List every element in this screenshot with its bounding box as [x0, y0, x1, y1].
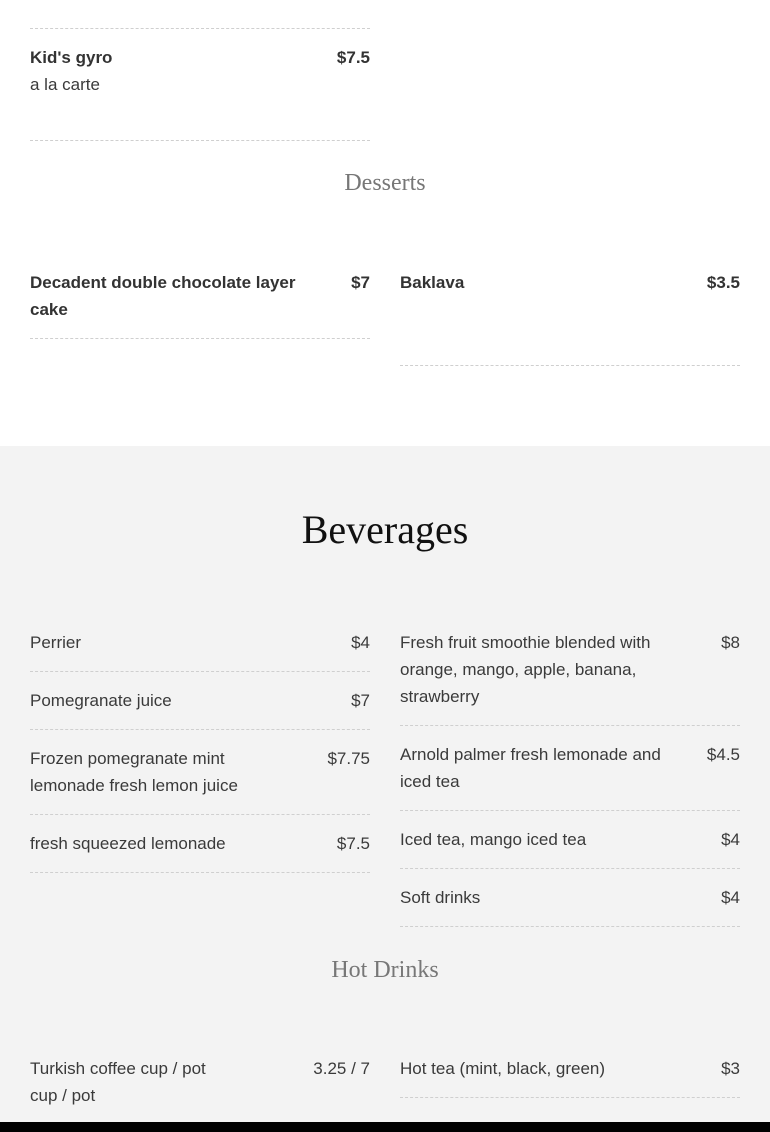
- item-name: Arnold palmer fresh lemonade and: [400, 745, 661, 764]
- divider: [400, 926, 740, 927]
- beverages-section: [0, 446, 770, 1122]
- item-name: fresh squeezed lemonade: [30, 834, 226, 853]
- divider: [30, 671, 370, 672]
- item-name-continued: iced tea: [400, 772, 460, 791]
- item-name: Decadent double chocolate layer: [30, 273, 296, 292]
- item-name: Baklava: [400, 273, 465, 292]
- menu-item-turkish-coffee: [30, 1055, 370, 1111]
- menu-item-arnold-palmer: [400, 741, 740, 797]
- item-name: Pomegranate juice: [30, 691, 172, 710]
- divider: [400, 810, 740, 811]
- item-name: Hot tea (mint, black, green): [400, 1059, 606, 1078]
- item-price: $4: [721, 830, 740, 849]
- item-name-continued: strawberry: [400, 687, 480, 706]
- divider: [400, 1097, 740, 1098]
- item-price: $7: [351, 273, 370, 292]
- item-price: $3.5: [706, 273, 740, 292]
- item-price: $7.5: [336, 834, 370, 853]
- item-price: $4: [721, 888, 740, 907]
- divider: [30, 140, 370, 141]
- item-price: $4: [351, 633, 370, 652]
- item-price: $7.5: [336, 48, 370, 67]
- item-price: $3: [721, 1059, 740, 1078]
- item-name: Iced tea, mango iced tea: [400, 830, 587, 849]
- menu-item-hot-tea: [400, 1055, 740, 1085]
- item-name: Fresh fruit smoothie blended with: [400, 633, 651, 652]
- item-name: Kid's gyro: [30, 48, 113, 67]
- divider: [400, 725, 740, 726]
- menu-item-chocolate-cake: [30, 269, 370, 329]
- divider: [30, 814, 370, 815]
- menu-item-pomegranate-juice: [30, 687, 370, 717]
- menu-item-soft-drinks: [400, 884, 740, 914]
- menu-item-kids-gyro: [30, 44, 370, 104]
- menu-item-baklava: [400, 269, 740, 299]
- divider: [30, 729, 370, 730]
- item-name: Frozen pomegranate mint: [30, 749, 225, 768]
- item-price: $4.5: [706, 745, 740, 764]
- item-price: 3.25 / 7: [313, 1059, 370, 1078]
- item-description: a la carte: [30, 75, 100, 94]
- menu-item-frozen-lemonade: [30, 745, 370, 801]
- item-price: $8: [721, 633, 740, 652]
- item-description: cup / pot: [30, 1086, 96, 1105]
- menu-item-iced-tea: [400, 826, 740, 856]
- item-name-continued: orange, mango, apple, banana,: [400, 660, 637, 679]
- item-price: $7: [351, 691, 370, 710]
- section-heading-desserts: Desserts: [344, 170, 426, 196]
- divider: [400, 365, 740, 366]
- item-name-continued: lemonade fresh lemon juice: [30, 776, 238, 795]
- item-name: Soft drinks: [400, 888, 481, 907]
- divider: [400, 868, 740, 869]
- section-heading-hot-drinks: Hot Drinks: [331, 957, 439, 983]
- item-price: $7.75: [327, 749, 370, 768]
- item-name: Turkish coffee cup / pot: [30, 1059, 206, 1078]
- kids-and-desserts-section: [0, 0, 770, 446]
- menu-item-perrier: [30, 629, 370, 659]
- divider: [30, 338, 370, 339]
- menu-item-fruit-smoothie: [400, 629, 740, 711]
- item-name-continued: cake: [30, 300, 68, 319]
- section-heading-beverages: Beverages: [301, 507, 469, 552]
- divider: [30, 872, 370, 873]
- menu-item-fresh-lemonade: [30, 830, 370, 860]
- item-name: Perrier: [30, 633, 82, 652]
- divider: [30, 28, 370, 29]
